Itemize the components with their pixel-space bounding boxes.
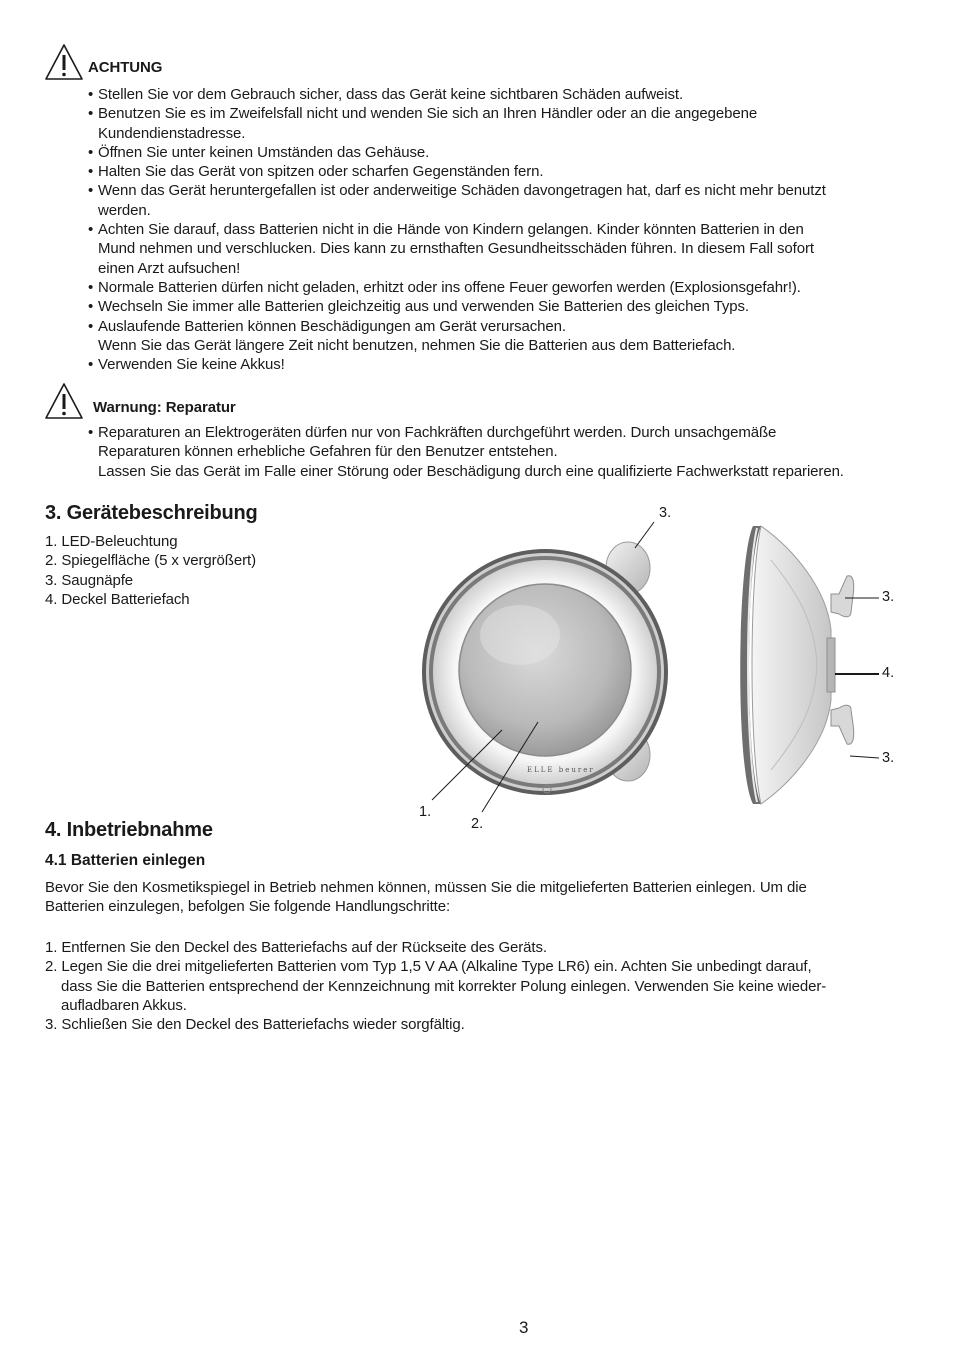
bullet-item — [88, 162, 826, 181]
bullet-line: werden. — [98, 201, 151, 219]
intro-line: Bevor Sie den Kosmetikspiegel in Betrieb nehmen können, müssen Sie die mitgelieferten Batterien einlegen. Um die — [45, 879, 807, 896]
achtung-heading: ACHTUNG — [88, 59, 163, 76]
section3-list — [45, 532, 256, 609]
step-item — [45, 1015, 826, 1034]
bullet-line: • Wechseln Sie immer alle Batterien gleichzeitig aus und verwenden Sie Batterien des gleichen Typs. — [98, 298, 749, 316]
step-line: 3. Schließen Sie den Deckel des Batteriefachs wieder sorgfältig. — [45, 1016, 465, 1034]
bullet-line: Kundendienstadresse. — [98, 124, 246, 142]
bullet-line: • Normale Batterien dürfen nicht geladen, erhitzt oder ins offene Feuer geworfen werden (Explosionsgefahr!). — [98, 278, 801, 296]
page-number: 3 — [519, 1318, 529, 1337]
component-list-item: 1. LED-Beleuchtung — [45, 533, 178, 550]
bullet-line: • Benutzen Sie es im Zweifelsfall nicht und wenden Sie sich an Ihren Händler oder an die angegebene — [98, 105, 758, 123]
bullet-item — [88, 423, 844, 481]
step-line: dass Sie die Batterien entsprechend der Kennzeichnung mit korrekter Polung einlegen. Verwenden Sie keine wieder- — [61, 977, 827, 995]
bullet-line: Lassen Sie das Gerät im Falle einer Störung oder Beschädigung durch eine qualifizierte Fachwerkstatt reparieren. — [98, 462, 844, 480]
bullet-line: • Halten Sie das Gerät von spitzen oder scharfen Gegenständen fern. — [98, 163, 544, 181]
bullet-item — [88, 317, 826, 356]
callout-front-2: 2. — [471, 816, 484, 832]
section4-subheading: 4.1 Batterien einlegen — [45, 852, 206, 869]
callout-side-3a: 3. — [882, 589, 895, 605]
bullet-item — [88, 143, 826, 162]
mirror-brand-label: ELLE beurer — [527, 766, 595, 774]
intro-line: Batterien einzulegen, befolgen Sie folgende Handlungschritte: — [45, 898, 451, 916]
bullet-item — [88, 85, 826, 104]
section4-intro — [45, 878, 807, 917]
bullet-line: • Stellen Sie vor dem Gebrauch sicher, dass das Gerät keine sichtbaren Schäden aufweist. — [98, 86, 684, 103]
bullet-line: • Öffnen Sie unter keinen Umständen das Gehäuse. — [98, 143, 430, 161]
achtung-warning-icon — [44, 43, 84, 81]
bullet-item — [88, 181, 826, 220]
warnung-heading: Warnung: Reparatur — [93, 399, 236, 416]
bullet-line: • Reparaturen an Elektrogeräten dürfen nur von Fachkräften durchgeführt werden. Durch unsachgemäße — [98, 424, 777, 441]
component-list-item: 2. Spiegelfläche (5 x vergrößert) — [45, 552, 256, 570]
bullet-item — [88, 297, 826, 316]
bullet-line: einen Arzt aufsuchen! — [98, 259, 241, 277]
bullet-line: • Auslaufende Batterien können Beschädigungen am Gerät verursachen. — [98, 317, 566, 335]
step-item — [45, 938, 826, 957]
step-line: aufladbaren Akkus. — [61, 996, 187, 1014]
warnung-list — [88, 423, 844, 481]
callout-side-4: 4. — [882, 665, 895, 681]
section3-heading: 3. Gerätebeschreibung — [45, 502, 258, 524]
mirror-front-illustration — [410, 500, 700, 835]
bullet-line: Wenn Sie das Gerät längere Zeit nicht benutzen, nehmen Sie die Batterien aus dem Batteriefach. — [98, 336, 736, 354]
component-list-item: 4. Deckel Batteriefach — [45, 590, 190, 608]
component-list-item: 3. Saugnäpfe — [45, 571, 134, 589]
section4-heading: 4. Inbetriebnahme — [45, 819, 213, 841]
mirror-side-illustration — [735, 520, 885, 810]
bullet-line: • Verwenden Sie keine Akkus! — [98, 356, 285, 374]
warnung-warning-icon — [44, 382, 84, 420]
step-line: 1. Entfernen Sie den Deckel des Batteriefachs auf der Rückseite des Geräts. — [45, 939, 547, 956]
bullet-line: Mund nehmen und verschlucken. Dies kann zu ernsthaften Gesundheitsschäden führen. In diesem Fall sofort — [98, 240, 814, 258]
step-line: 2. Legen Sie die drei mitgelieferten Batterien vom Typ 1,5 V AA (Alkaline Type LR6) ein. Achten Sie unbedingt darauf, — [45, 958, 812, 976]
callout-front-3: 3. — [659, 505, 672, 521]
bullet-item — [88, 104, 826, 143]
bullet-item — [88, 220, 826, 278]
section4-steps — [45, 938, 826, 1034]
step-item — [45, 957, 826, 1015]
bullet-line: Reparaturen können erhebliche Gefahren für den Benutzer entstehen. — [98, 443, 558, 461]
callout-side-3b: 3. — [882, 750, 895, 766]
bullet-line: • Achten Sie darauf, dass Batterien nicht in die Hände von Kindern gelangen. Kinder könnten Batterien in den — [98, 221, 804, 239]
bullet-item — [88, 278, 826, 297]
achtung-list — [88, 85, 826, 374]
bullet-line: • Wenn das Gerät heruntergefallen ist oder anderweitige Schäden davongetragen hat, darf es nicht mehr benutzt — [98, 182, 826, 200]
bullet-item — [88, 355, 826, 374]
callout-front-1: 1. — [419, 804, 432, 820]
